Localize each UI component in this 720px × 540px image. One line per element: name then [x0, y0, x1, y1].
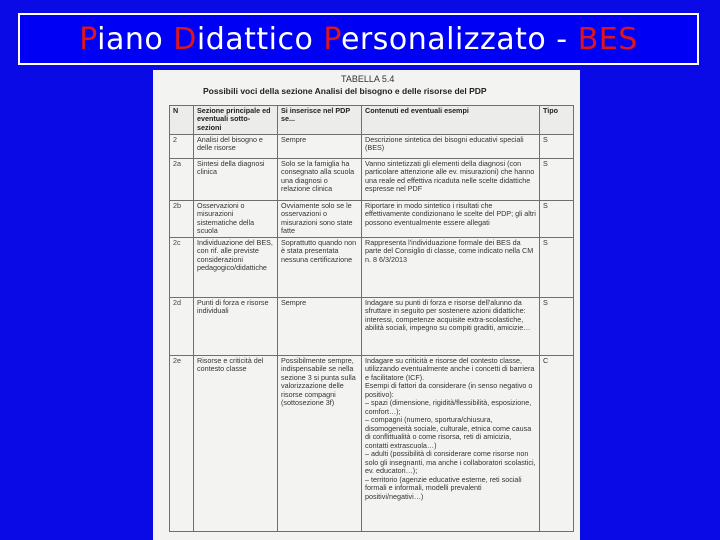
content-line: – compagni (numero, sportura/chiusura, disomogeneità sociale, culturale, etnica come causa di conflittualità o come risorsa, reti di amicizia, contatti extrascuola…) [365, 415, 532, 450]
content-line: – territorio (agenzie educative esterne, reti sociali formali e informali, modelli prevalenti positivi/negativi…) [365, 474, 522, 501]
table-row [170, 237, 574, 297]
table-row [170, 159, 574, 201]
content-cell [362, 237, 540, 297]
table-row [170, 297, 574, 355]
table-caption: TABELLA 5.4 [341, 74, 395, 84]
title-accent-letters: BES [577, 21, 638, 57]
section-cell: Analisi del bisogno e delle risorse [194, 135, 278, 159]
type-cell: S [540, 237, 574, 297]
content-cell [362, 159, 540, 201]
content-cell [362, 297, 540, 355]
type-cell: S [540, 201, 574, 238]
condition-cell: Soprattutto quando non è stata presentata nessuna certificazione [278, 237, 362, 297]
section-cell: Punti di forza e risorse individuali [194, 297, 278, 355]
content-line: Esempi di fattori da considerare (in senso negativo o positivo): [365, 381, 533, 399]
column-header: N [170, 106, 194, 135]
table-row [170, 355, 574, 531]
column-header: Si inserisce nel PDP se... [278, 106, 362, 135]
slide-title [79, 22, 638, 57]
content-cell [362, 135, 540, 159]
title-accent-letters: P [323, 21, 341, 57]
type-cell: S [540, 159, 574, 201]
title-accent-letters: P [79, 21, 98, 57]
type-cell: S [540, 135, 574, 159]
row-number: 2e [170, 355, 194, 531]
type-cell: C [540, 355, 574, 531]
condition-cell: Ovviamente solo se le osservazioni o misurazioni sono state fatte [278, 201, 362, 238]
section-cell: Osservazioni o misurazioni sistematiche della scuola [194, 201, 278, 238]
condition-cell: Sempre [278, 297, 362, 355]
row-number: 2a [170, 159, 194, 201]
table-header-row [170, 106, 574, 135]
type-cell: S [540, 297, 574, 355]
content-cell [362, 201, 540, 238]
condition-cell: Solo se la famiglia ha consegnato alla scuola una diagnosi o relazione clinica [278, 159, 362, 201]
column-header: Sezione principale ed eventuali sotto-sezioni [194, 106, 278, 135]
content-line: Indagare su punti di forza e risorse dell'alunno da sfruttare in seguito per sostenere azioni didattiche: interessi, competenze acquisite extra-scolastiche, abilità sociali, impegno su compiti graditi, amicizie… [365, 297, 531, 333]
title-text: idattico [196, 21, 324, 57]
slide-title-box [18, 13, 699, 65]
table-row [170, 135, 574, 159]
content-line: Riportare in modo sintetico i risultati che effettivamente condizionano le scelte del PDP; gli altri possono eventualmente essere allegati [365, 201, 536, 227]
column-header: Contenuti ed eventuali esempi [362, 106, 540, 135]
content-line: Rappresenta l'individuazione formale dei BES da parte del Consiglio di classe, come indicato nella CM n. 8 6/3/2013 [365, 237, 534, 264]
row-number: 2d [170, 297, 194, 355]
content-line: Vanno sintetizzati gli elementi della diagnosi (con particolare attenzione alle ev. misurazioni) che hanno una reale ed effettiva ricaduta nelle scelte didattiche espresse nel PDF [365, 159, 535, 194]
table-row [170, 201, 574, 238]
bes-table [169, 105, 574, 532]
title-text: ersonalizzato - [340, 21, 578, 57]
content-line: – adulti (possibilità di considerare come risorse non solo gli insegnanti, ma anche i collaboratori scolastici, ev. educatori…); [365, 449, 536, 476]
row-number: 2b [170, 201, 194, 238]
content-line: – spazi (dimensione, rigidità/flessibilità, esposizione, comfort…); [365, 398, 532, 416]
section-cell: Individuazione del BES, con rif. alle previste considerazioni pedagogico/didattiche [194, 237, 278, 297]
condition-cell: Sempre [278, 135, 362, 159]
row-number: 2 [170, 135, 194, 159]
section-cell: Sintesi della diagnosi clinica [194, 159, 278, 201]
content-cell [362, 355, 540, 531]
table-heading: Possibili voci della sezione Analisi del bisogno e delle risorse del PDP [203, 86, 487, 96]
column-header: Tipo [540, 106, 574, 135]
title-text: iano [97, 21, 174, 57]
scanned-table-image [153, 70, 580, 540]
section-cell: Risorse e criticità del contesto classe [194, 355, 278, 531]
condition-cell: Possibilmente sempre, indispensabile se nella sezione 3 si punta sulla valorizzazione delle risorse compagni (sottosezione 3f) [278, 355, 362, 531]
content-line: Indagare su criticità e risorse del contesto classe, utilizzando eventualmente anche i concetti di barriera e facilitatore (ICF). [365, 355, 535, 382]
title-accent-letters: D [173, 21, 197, 57]
content-line: Descrizione sintetica dei bisogni educativi speciali (BES) [365, 135, 524, 153]
row-number: 2c [170, 237, 194, 297]
